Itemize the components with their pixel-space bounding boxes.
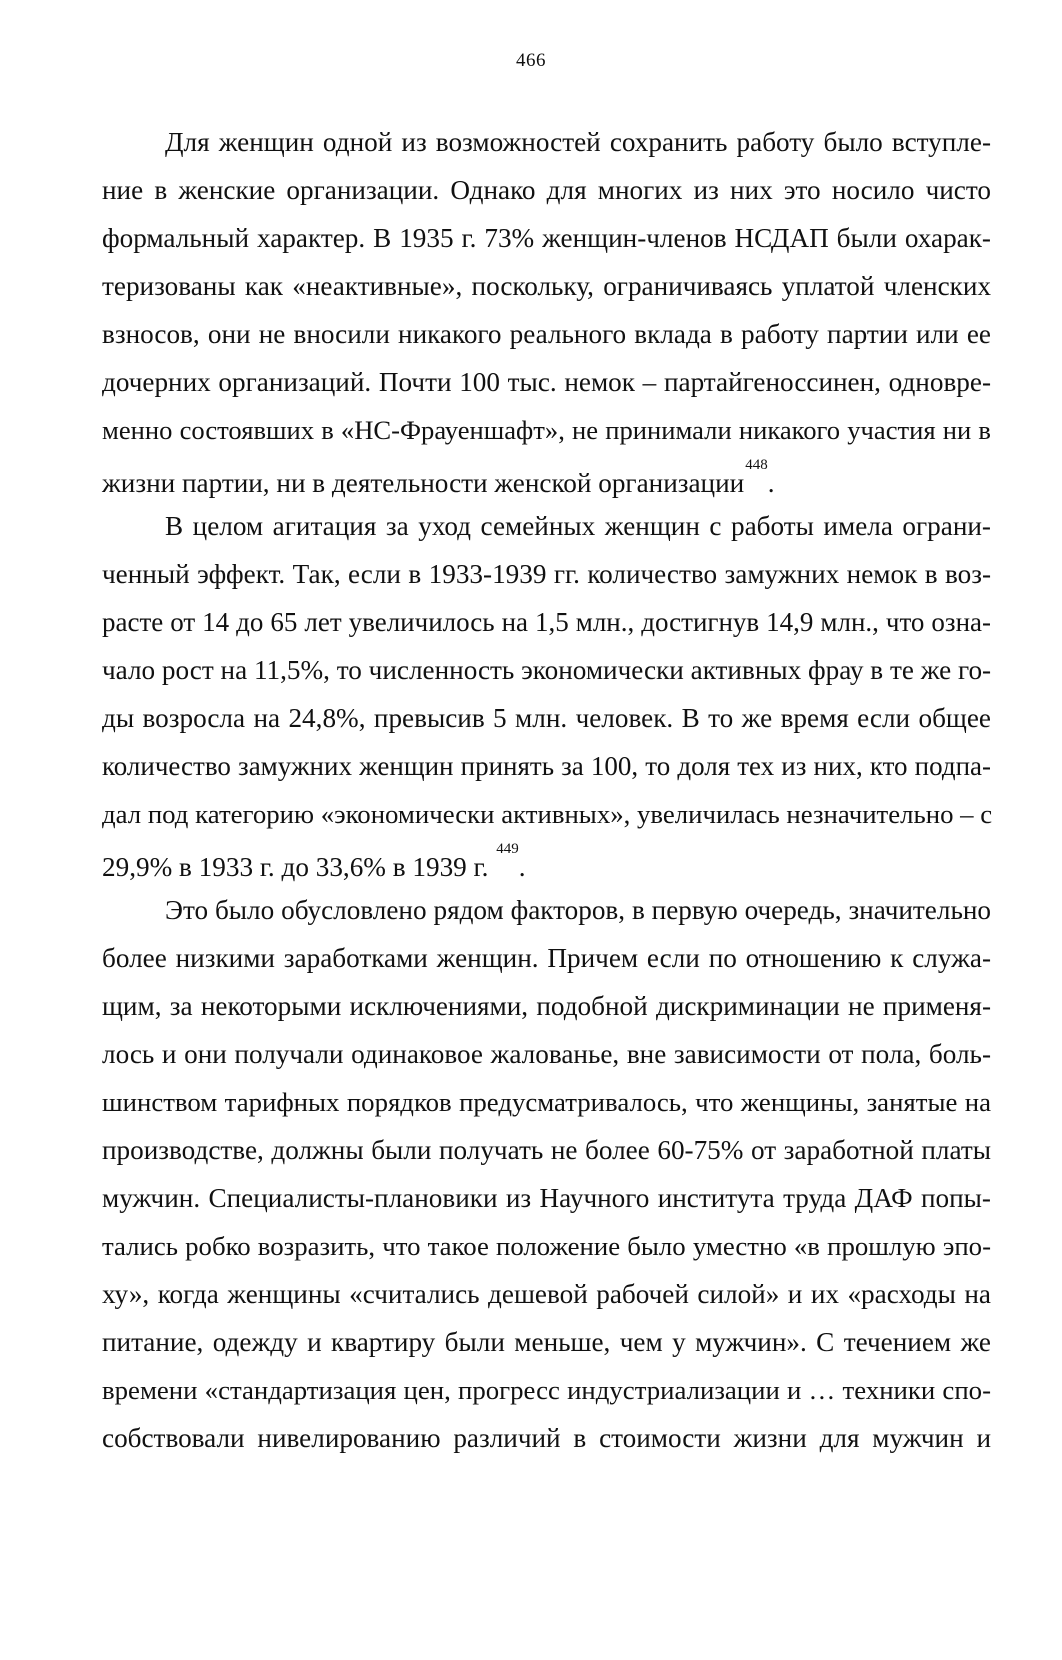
body-text [102, 118, 991, 1462]
text-line: Для женщин одной из возможностей сохранить работу было вступле- [165, 127, 991, 157]
text-line: дочерних организаций. Почти 100 тыс. немок – партайгеноссинен, одновре- [102, 367, 991, 397]
paragraph-1 [102, 118, 991, 502]
page-number: 466 [516, 50, 546, 71]
text-line: ды возросла на 24,8%, превысив 5 млн. человек. В то же время если общее [102, 703, 991, 733]
footnote-marker[interactable]: 449 [496, 841, 519, 857]
text-line: чало рост на 11,5%, то численность экономически активных фрау в те же го- [102, 655, 992, 685]
text-line: Это было обусловлено рядом факторов, в первую очередь, значительно [165, 895, 991, 925]
text-line: теризованы как «неактивные», поскольку, ограничиваясь уплатой членских [102, 271, 991, 301]
text-line: мужчин. Специалисты-плановики из Научного института труда ДАФ попы- [102, 1183, 991, 1213]
line-text: 29,9% в 1933 г. до 33,6% в 1939 г. [102, 852, 496, 883]
text-line: щим, за некоторыми исключениями, подобной дискриминации не применя- [102, 991, 991, 1021]
footnote-marker[interactable]: 448 [745, 457, 768, 473]
text-line [102, 454, 991, 502]
text-line: ние в женские организации. Однако для многих из них это носило чисто [102, 175, 991, 205]
text-line: лось и они получали одинаковое жалованье, вне зависимости от пола, боль- [102, 1039, 991, 1069]
text-line: времени «стандартизация цен, прогресс индустриализации и … техники спо- [102, 1375, 991, 1405]
line-end-punctuation: . [518, 852, 526, 883]
text-line: ченный эффект. Так, если в 1933-1939 гг. количество замужних немок в воз- [102, 559, 991, 589]
text-line [102, 838, 991, 886]
text-line: ху», когда женщины «считались дешевой рабочей силой» и их «расходы на [102, 1279, 991, 1309]
text-line: взносов, они не вносили никакого реального вклада в работу партии или ее [102, 319, 991, 349]
line-end-punctuation: . [767, 468, 775, 499]
text-line: производстве, должны были получать не более 60-75% от заработной платы [102, 1135, 991, 1165]
text-line: более низкими заработками женщин. Причем если по отношению к служа- [102, 943, 991, 973]
text-line: количество замужних женщин принять за 100, то доля тех из них, кто подпа- [102, 751, 991, 781]
text-line: дал под категорию «экономически активных», увеличилась незначительно – с [102, 799, 993, 829]
text-line: тались робко возразить, что такое положение было уместно «в прошлую эпо- [102, 1231, 991, 1261]
text-line: шинством тарифных порядков предусматривалось, что женщины, занятые на [102, 1087, 991, 1117]
text-line: расте от 14 до 65 лет увеличилось на 1,5 млн., достигнув 14,9 млн., что озна- [102, 607, 991, 637]
text-line: собствовали нивелированию различий в стоимости жизни для мужчин и [102, 1423, 991, 1453]
line-text: жизни партии, ни в деятельности женской организации [102, 468, 745, 499]
text-line: В целом агитация за уход семейных женщин с работы имела ограни- [165, 511, 991, 541]
text-line: питание, одежду и квартиру были меньше, чем у мужчин». С течением же [102, 1327, 991, 1357]
paragraph-2 [102, 502, 991, 886]
text-line: менно состоявших в «НС-Фрауеншафт», не принимали никакого участия ни в [102, 415, 991, 445]
paragraph-3 [102, 886, 991, 1462]
text-line: формальный характер. В 1935 г. 73% женщин-членов НСДАП были охарак- [102, 223, 991, 253]
